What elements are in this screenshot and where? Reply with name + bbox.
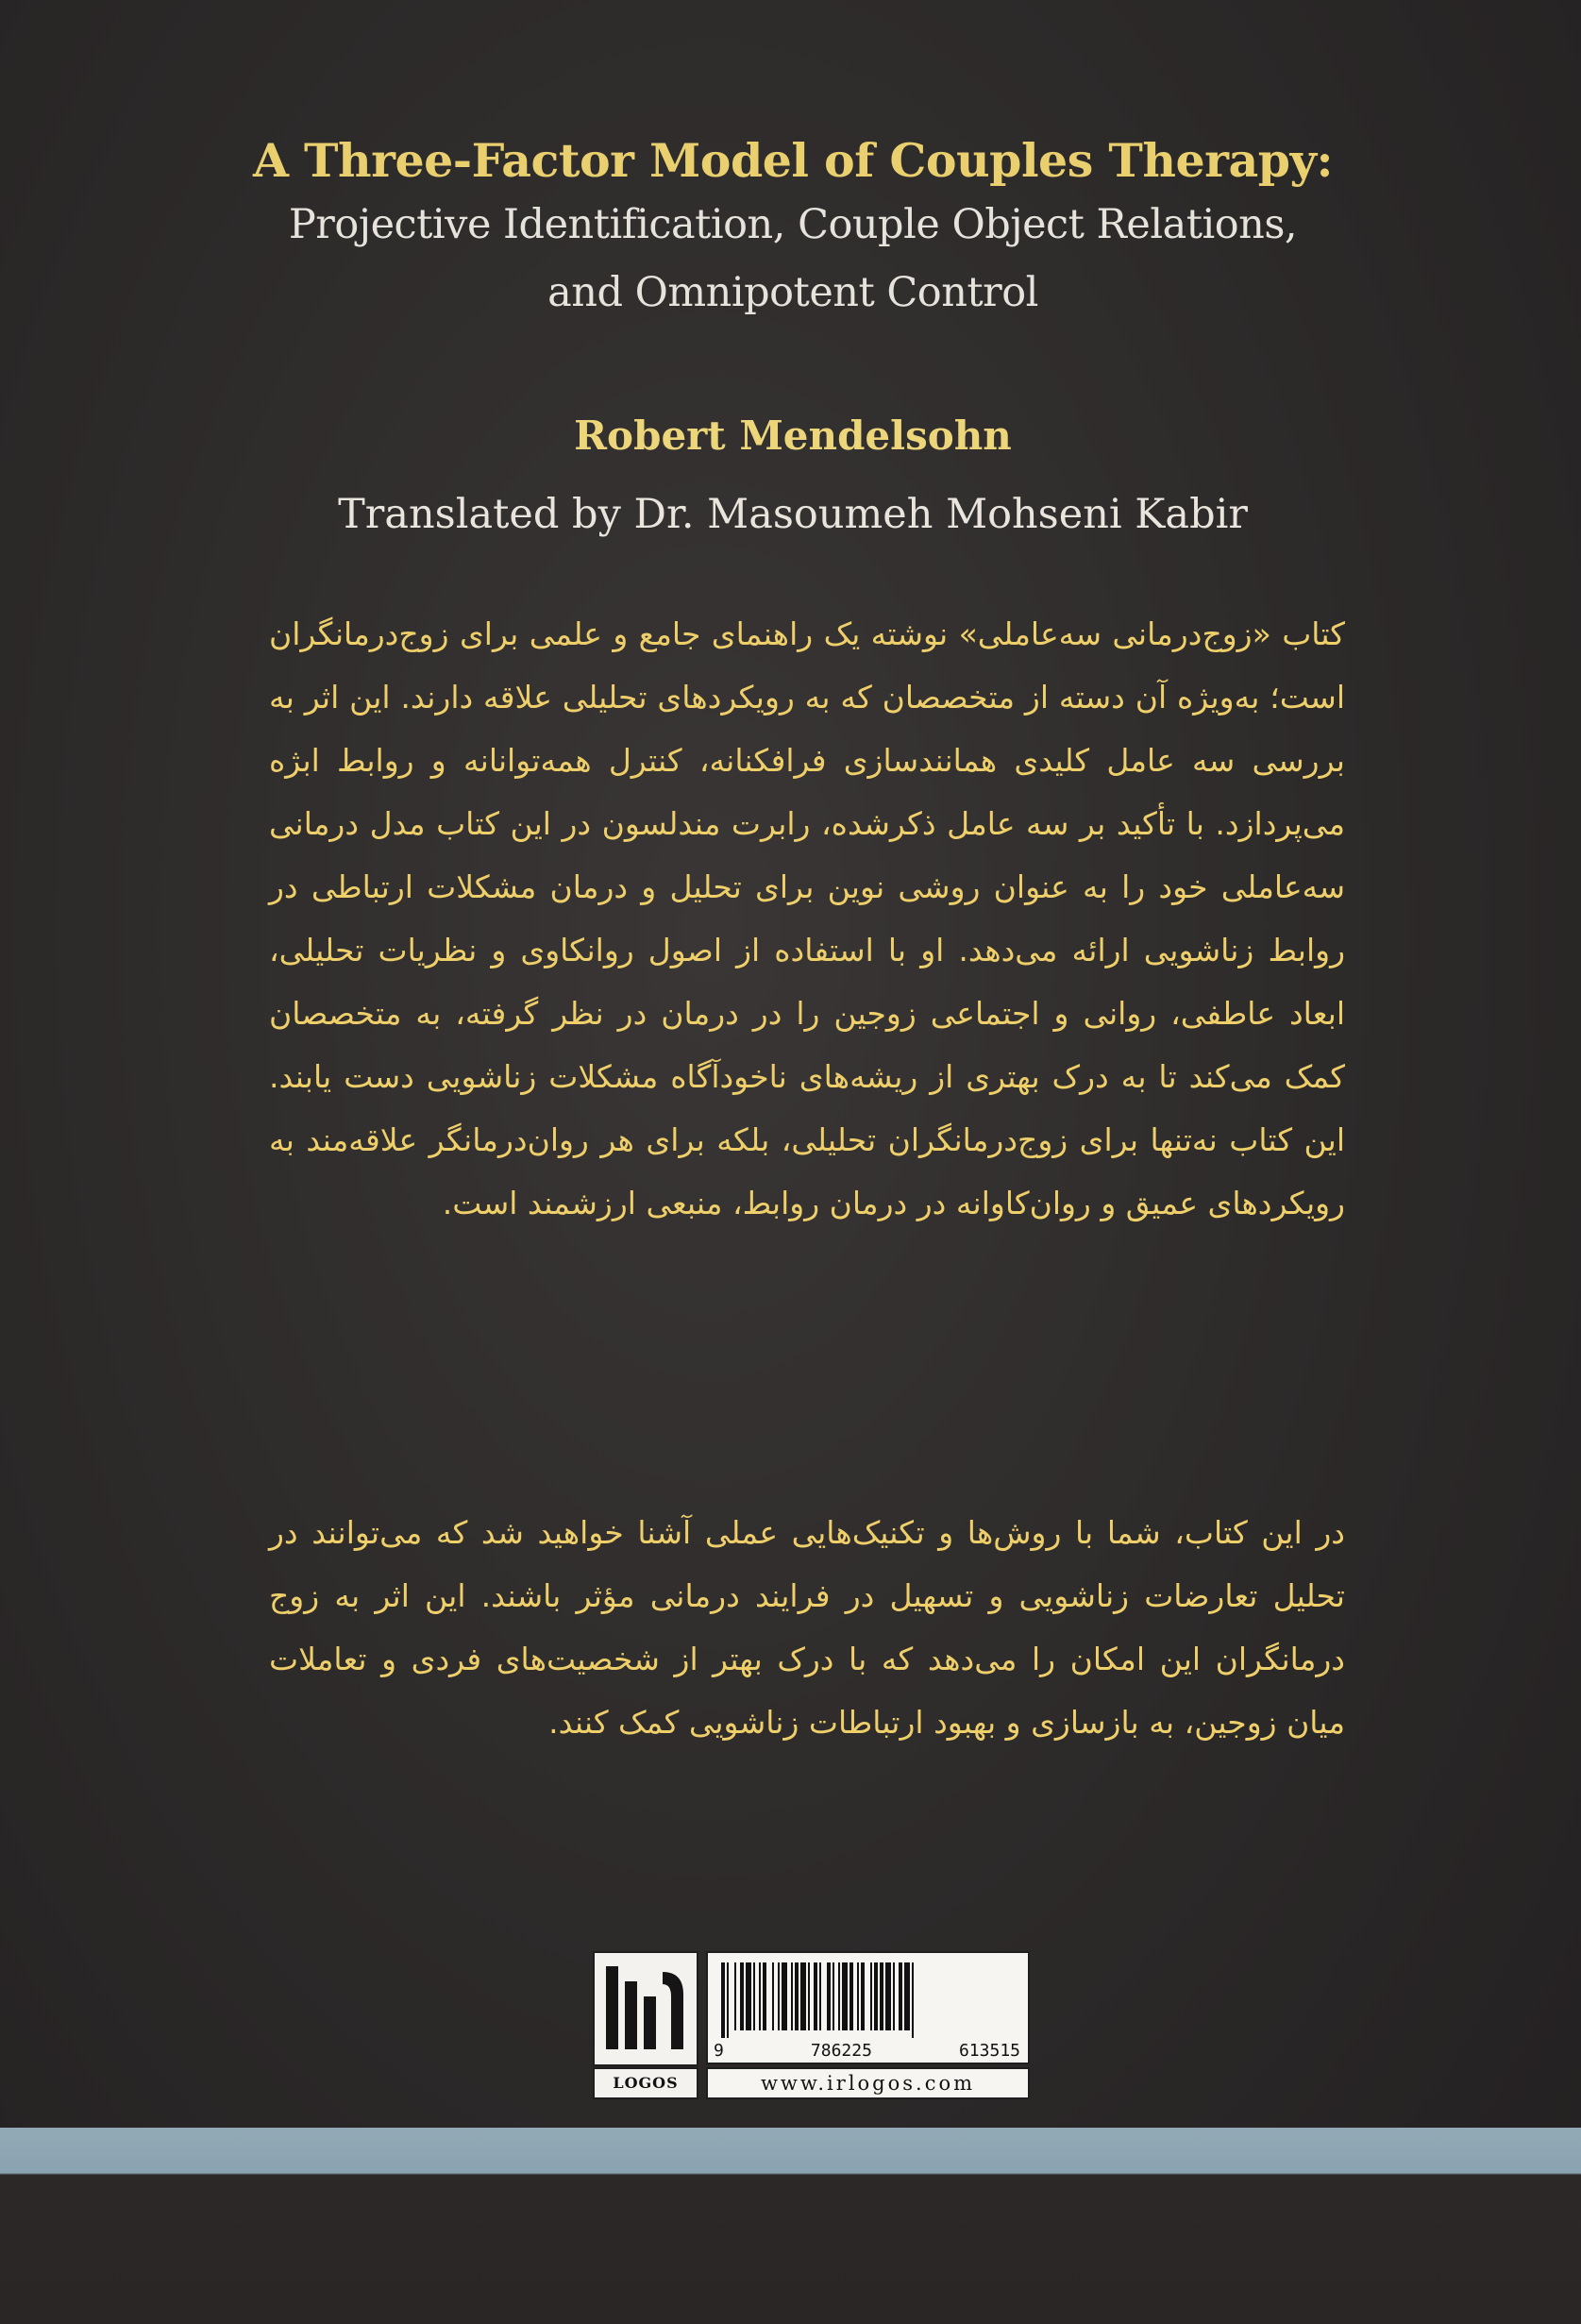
description-paragraph-1: کتاب «زوج‌درمانی سه‌عاملی» نوشته یک راهنمای جامع و علمی برای زوج‌درمانگران است؛ به‌ویژه آن دسته از متخصصان که به رویکردهای تحلیلی علاقه دارند. این اثر به بررسی سه عامل کلیدی همانندسازی فرافکنانه، کنترل همه‌توانانه و روابط ابژه می‌پردازد. با تأکید بر سه عامل ذکرشده، رابرت مندلسون در این کتاب مدل درمانی سه‌عاملی خود را به عنوان روشی نوین برای تحلیل و درمان مشکلات ارتباطی در روابط زناشویی ارائه می‌دهد. او با استفاده از اصول روانکاوی و نظریات تحلیلی، ابعاد عاطفی، روانی و اجتماعی زوجین را در درمان در نظر گرفته، به متخصصان کمک می‌کند تا به درک بهتری از ریشه‌های ناخودآگاه مشکلات زناشویی دست یابند. این کتاب نه‌تنها برای زوج‌درمانگران تحلیلی، بلکه برای هر روان‌درمانگر علاقه‌مند به رویکردهای عمیق و روان‌کاوانه در درمان روابط، منبعی ارزشمند است. bbox=[269, 615, 1345, 1221]
barcode-bar bbox=[753, 1962, 755, 2030]
barcode-bar bbox=[849, 1962, 853, 2030]
barcode-bar bbox=[861, 1962, 865, 2030]
barcode-bar bbox=[904, 1962, 910, 2030]
barcode-bar bbox=[838, 1962, 840, 2030]
author-name: Robert Mendelsohn bbox=[574, 413, 1012, 459]
publisher-logo bbox=[593, 1951, 698, 2066]
publisher-website: www.irlogos.com bbox=[706, 2067, 1030, 2099]
barcode-bar bbox=[912, 1962, 914, 2038]
barcode-bar bbox=[874, 1962, 878, 2030]
book-title: A Three-Factor Model of Couples Therapy: bbox=[252, 133, 1334, 188]
isbn-group-1: 9 bbox=[714, 2041, 724, 2061]
isbn-barcode bbox=[706, 1951, 1030, 2064]
isbn-group-2: 786225 bbox=[810, 2041, 872, 2061]
barcode-bar bbox=[772, 1962, 774, 2030]
isbn-number bbox=[714, 2041, 1020, 2061]
barcode-bar bbox=[734, 1962, 736, 2030]
barcode-bar bbox=[814, 1962, 817, 2030]
barcode-bar bbox=[800, 1962, 806, 2030]
barcode-bar bbox=[727, 1962, 729, 2038]
publisher-name-label: LOGOS bbox=[593, 2067, 698, 2099]
title-block bbox=[189, 130, 1397, 327]
book-subtitle-line2: and Omnipotent Control bbox=[547, 269, 1038, 316]
barcode-icon bbox=[721, 1962, 1018, 2038]
barcode-bar bbox=[819, 1962, 821, 2030]
translator-credit: Translated by Dr. Masoumeh Mohseni Kabir bbox=[338, 491, 1248, 538]
bottom-color-band bbox=[0, 2128, 1581, 2324]
barcode-bar bbox=[721, 1962, 725, 2038]
barcode-bar bbox=[899, 1962, 902, 2030]
barcode-bar bbox=[833, 1962, 834, 2030]
barcode-bar bbox=[795, 1962, 799, 2030]
logos-logo-icon bbox=[595, 1953, 697, 2064]
barcode-bar bbox=[778, 1962, 780, 2030]
barcode-bar bbox=[857, 1962, 859, 2030]
book-subtitle-line1: Projective Identification, Couple Object Relations, bbox=[288, 201, 1298, 248]
barcode-bar bbox=[746, 1962, 751, 2030]
barcode-bar bbox=[808, 1962, 810, 2030]
barcode-bar bbox=[740, 1962, 744, 2030]
barcode-bar bbox=[885, 1962, 891, 2030]
barcode-bar bbox=[759, 1962, 761, 2030]
barcode-bar bbox=[763, 1962, 766, 2030]
isbn-group-3: 613515 bbox=[958, 2041, 1020, 2061]
barcode-bar bbox=[827, 1962, 831, 2030]
barcode-bar bbox=[782, 1962, 787, 2030]
barcode-bar bbox=[842, 1962, 848, 2030]
barcode-bar bbox=[870, 1962, 872, 2030]
barcode-bar bbox=[880, 1962, 883, 2030]
barcode-bar bbox=[893, 1962, 895, 2030]
barcode-bar bbox=[791, 1962, 793, 2030]
description-paragraph-2: در این کتاب، شما با روش‌ها و تکنیک‌هایی عملی آشنا خواهید شد که می‌توانند در تحلیل تعارضات زناشویی و تسهیل در فرایند درمانی مؤثر باشند. این اثر به زوج درمانگران این امکان را می‌دهد که با درک بهتر از شخصیت‌های فردی و تعاملات میان زوجین، به بازسازی و بهبود ارتباطات زناشویی کمک کنند. bbox=[269, 1514, 1345, 1741]
